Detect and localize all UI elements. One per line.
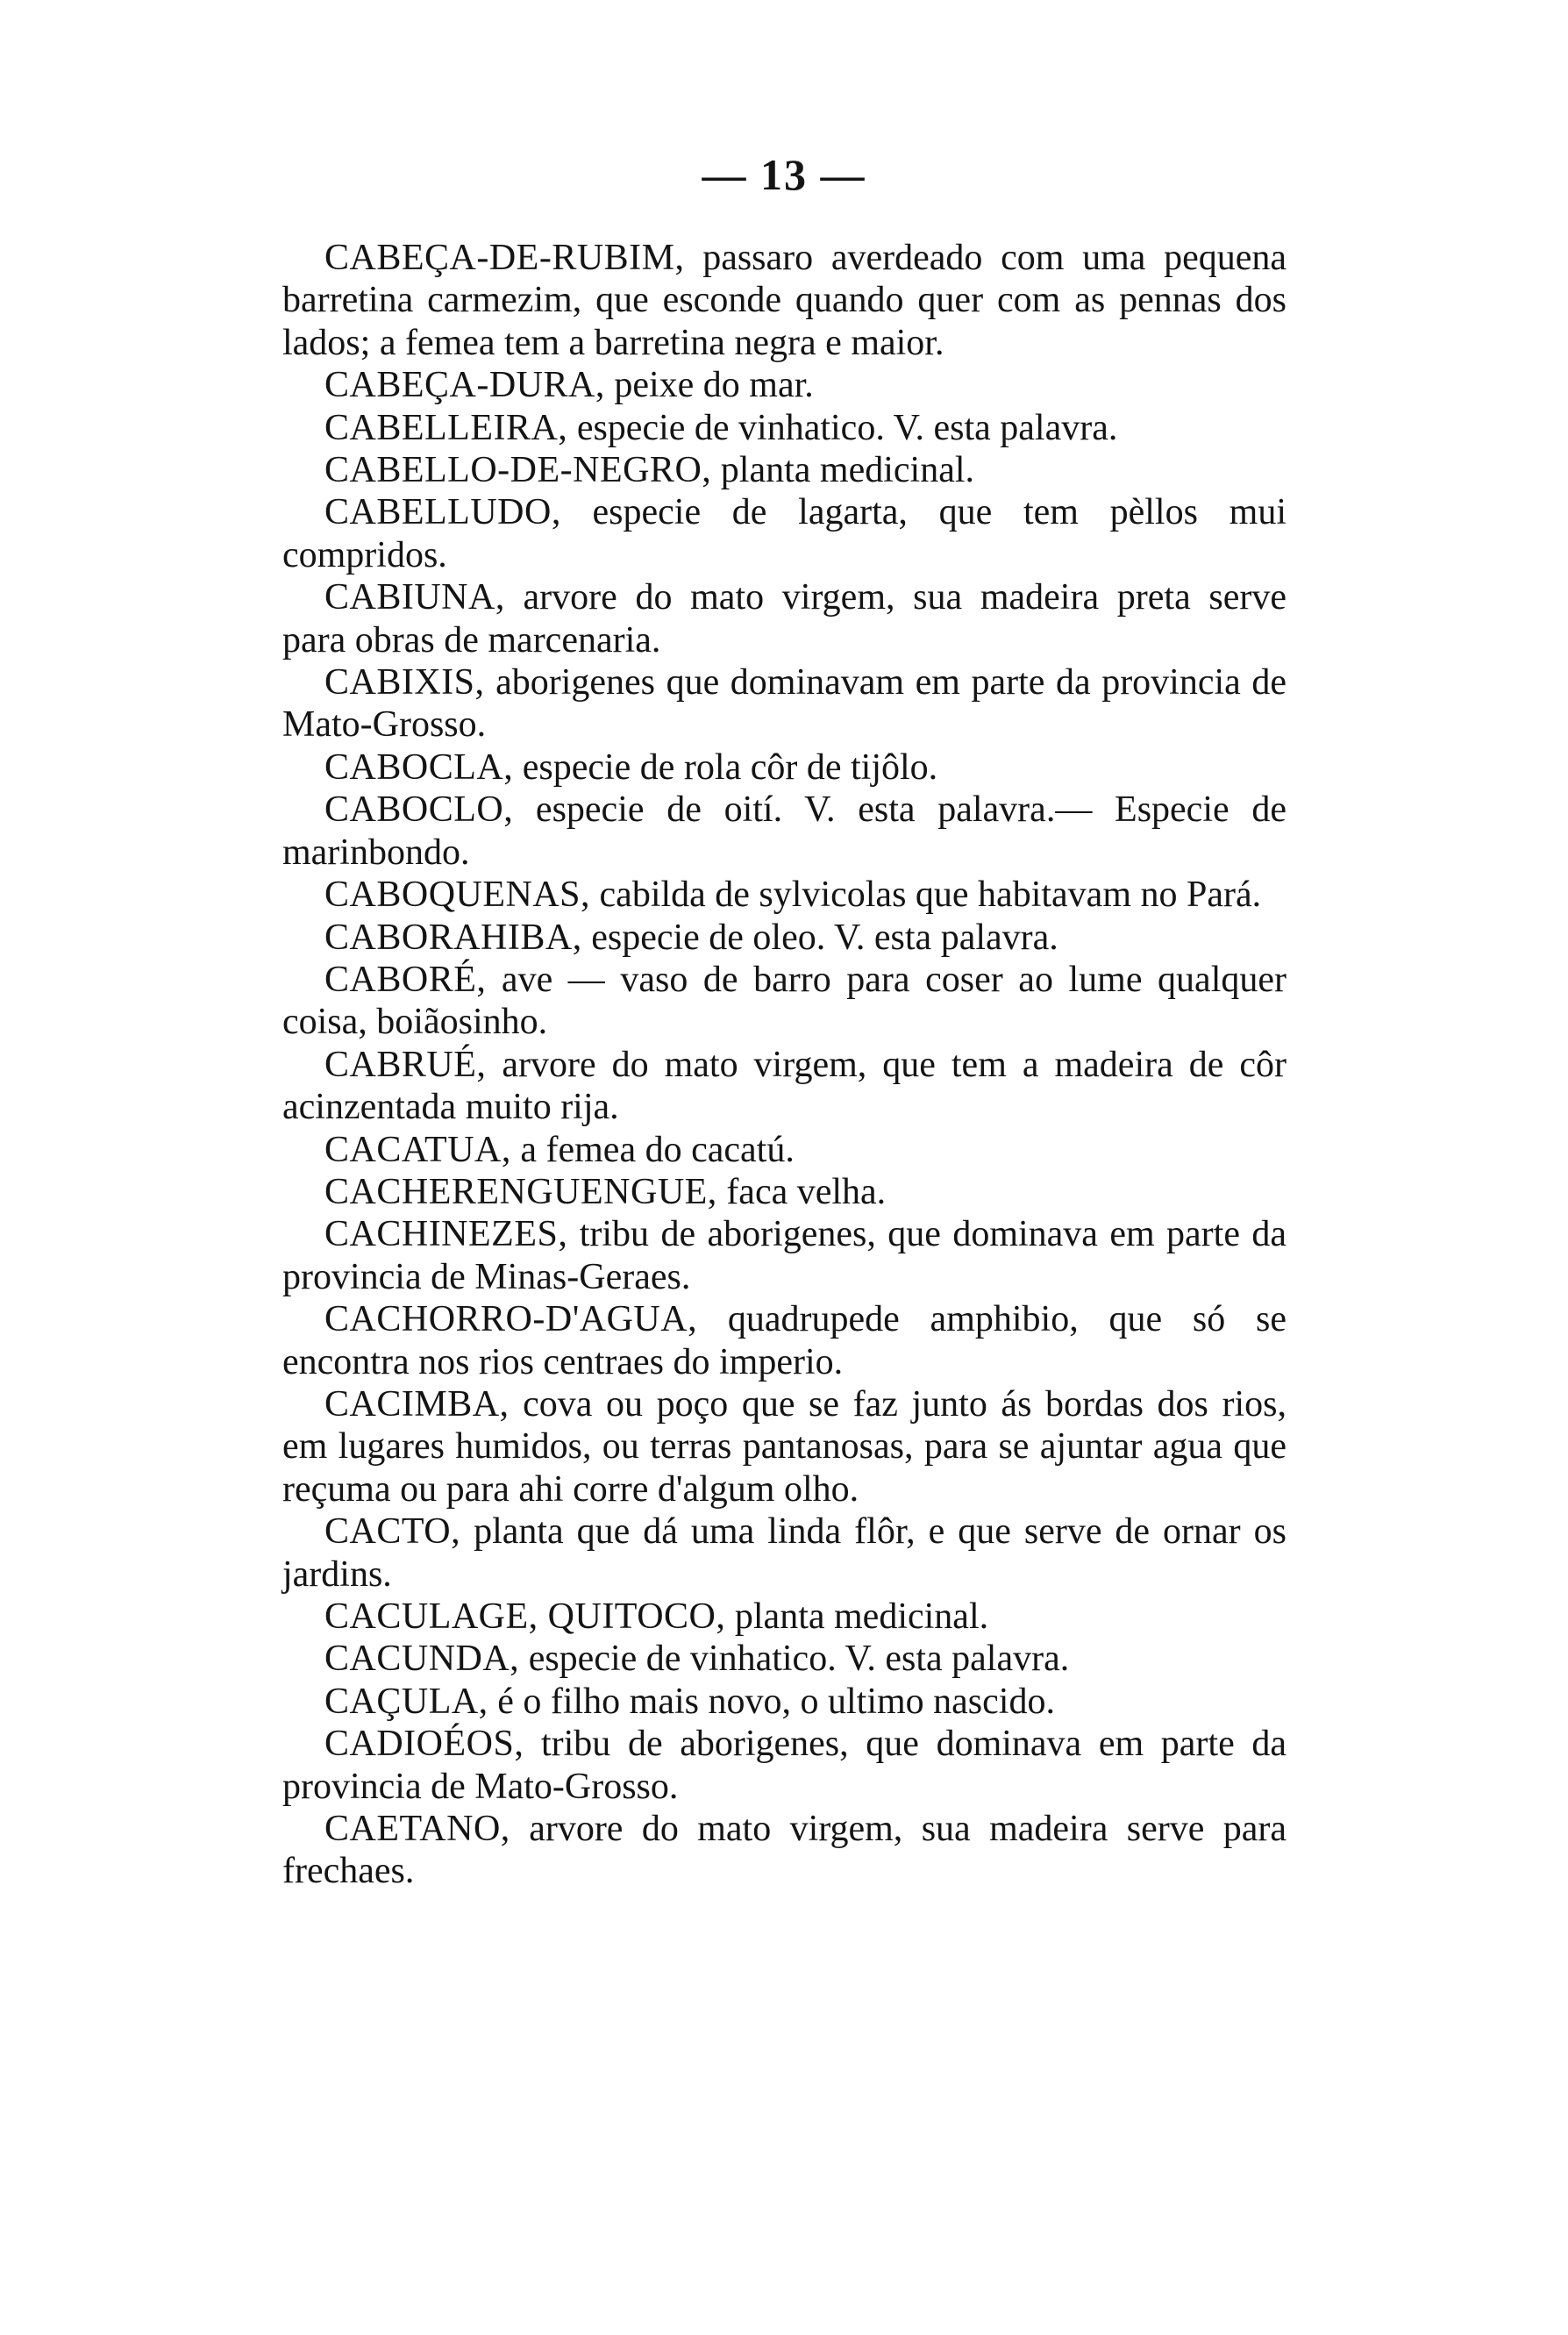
- entry-definition: especie de vinhatico. V. esta palavra.: [567, 407, 1118, 448]
- dictionary-entry: [282, 1723, 1286, 1808]
- dictionary-entry: [282, 449, 1286, 491]
- entry-definition: peixe do mar.: [604, 365, 814, 406]
- dictionary-entry: [282, 491, 1286, 576]
- entry-definition: arvore do mato virgem, sua madeira serve para frechaes.: [282, 1809, 1286, 1892]
- entry-definition: cabilda de sylvicolas que habitavam no Pará.: [590, 875, 1262, 916]
- entry-definition: arvore do mato virgem, que tem a madeira de côr acinzentada muito rija.: [282, 1044, 1286, 1128]
- dictionary-entry: [282, 1171, 1286, 1213]
- entry-definition: tribu de aborigenes, que dominava em parte da provincia de Minas-Geraes.: [282, 1214, 1286, 1297]
- entry-headword: CABELLUDO,: [324, 492, 561, 533]
- dictionary-entry: [282, 364, 1286, 406]
- entry-definition: planta medicinal.: [711, 450, 975, 491]
- entry-headword: CACUNDA,: [324, 1639, 520, 1680]
- entry-definition: ave — vaso de barro para coser ao lume qualquer coisa, boiãosinho.: [282, 959, 1286, 1043]
- entry-headword: CACATUA,: [324, 1129, 511, 1170]
- entry-definition: arvore do mato virgem, sua madeira preta serve para obras de marcenaria.: [282, 577, 1286, 661]
- dictionary-entry: [282, 407, 1286, 449]
- entry-headword: CABEÇA-DURA,: [324, 365, 605, 406]
- dictionary-entry: [282, 1808, 1286, 1893]
- entry-headword: CACHORRO-D'AGUA,: [324, 1299, 698, 1340]
- entry-headword: CABIUNA,: [324, 577, 505, 618]
- entry-headword: CACIMBA,: [324, 1383, 510, 1425]
- entry-definition: cova ou poço que se faz junto ás bordas dos rios, em lugares humidos, ou terras pantanosas, para se ajuntar agua que reçuma ou para ahi corre d'algum olho.: [282, 1383, 1286, 1510]
- entry-headword: CACTO,: [324, 1511, 461, 1553]
- entry-definition: tribu de aborigenes, que dominava em parte da provincia de Mato-Grosso.: [282, 1724, 1286, 1807]
- entry-definition: passaro averdeado com uma pequena barretina carmezim, que esconde quando quer com as pennas dos lados; a femea tem a barretina negra e maior.: [282, 238, 1286, 363]
- entry-definition: especie de rola côr de tijôlo.: [513, 746, 938, 788]
- entry-headword: CABEÇA-DE-RUBIM,: [324, 238, 685, 278]
- dictionary-entry: [282, 1596, 1286, 1638]
- dictionary-entry: [282, 576, 1286, 661]
- entry-headword: CAÇULA,: [324, 1681, 488, 1722]
- dictionary-entry: [282, 661, 1286, 746]
- entry-definition: especie de lagarta, que tem pèllos mui compridos.: [282, 492, 1286, 575]
- entry-headword: CADIOÉOS,: [324, 1724, 524, 1765]
- dictionary-entry: [282, 1298, 1286, 1383]
- dictionary-entry: [282, 1129, 1286, 1171]
- entry-headword: CABELLEIRA,: [324, 407, 568, 448]
- dictionary-entry: [282, 237, 1286, 364]
- entry-definition: especie de oití. V. esta palavra.— Especie de marinbondo.: [282, 789, 1286, 873]
- entry-definition: a femea do cacatú.: [510, 1129, 795, 1170]
- entry-headword: CABORAHIBA,: [324, 917, 582, 958]
- entry-definition: planta medicinal.: [725, 1596, 989, 1637]
- entry-definition: especie de vinhatico. V. esta palavra.: [519, 1639, 1070, 1680]
- entry-definition: faca velha.: [716, 1171, 887, 1212]
- entry-headword: CABORÉ,: [324, 959, 487, 1000]
- dictionary-entry: [282, 789, 1286, 874]
- entry-headword: CABOCLO,: [324, 789, 514, 831]
- dictionary-entry: [282, 874, 1286, 916]
- entry-headword: CACULAGE, QUITOCO,: [324, 1596, 726, 1637]
- dictionary-entry: [282, 746, 1286, 789]
- entry-headword: CACHERENGUENGUE,: [324, 1171, 717, 1212]
- entry-headword: CABELLO-DE-NEGRO,: [324, 450, 712, 491]
- entry-definition: especie de oleo. V. esta palavra.: [581, 917, 1058, 958]
- entry-headword: CABRUÉ,: [324, 1044, 487, 1085]
- dictionary-entry: [282, 959, 1286, 1044]
- entry-headword: CABIXIS,: [324, 662, 485, 703]
- entry-definition: quadrupede amphibio, que só se encontra nos rios centraes do imperio.: [282, 1299, 1286, 1382]
- entry-headword: CACHINEZES,: [324, 1214, 568, 1255]
- entry-definition: é o filho mais novo, o ultimo nascido.: [488, 1681, 1055, 1722]
- entry-definition: aborigenes que dominavam em parte da provincia de Mato-Grosso.: [282, 662, 1286, 746]
- dictionary-entry: [282, 1044, 1286, 1129]
- entry-headword: CABOQUENAS,: [324, 875, 591, 916]
- page-number: — 13 —: [702, 150, 866, 199]
- dictionary-entries: [282, 237, 1286, 1893]
- entry-definition: planta que dá uma linda flôr, e que serve de ornar os jardins.: [282, 1511, 1286, 1595]
- entry-headword: CABOCLA,: [324, 746, 514, 788]
- dictionary-entry: [282, 1638, 1286, 1680]
- entry-headword: CAETANO,: [324, 1809, 510, 1850]
- dictionary-entry: [282, 1383, 1286, 1510]
- dictionary-entry: [282, 1213, 1286, 1298]
- dictionary-entry: [282, 1510, 1286, 1596]
- dictionary-entry: [282, 917, 1286, 959]
- dictionary-entry: [282, 1681, 1286, 1723]
